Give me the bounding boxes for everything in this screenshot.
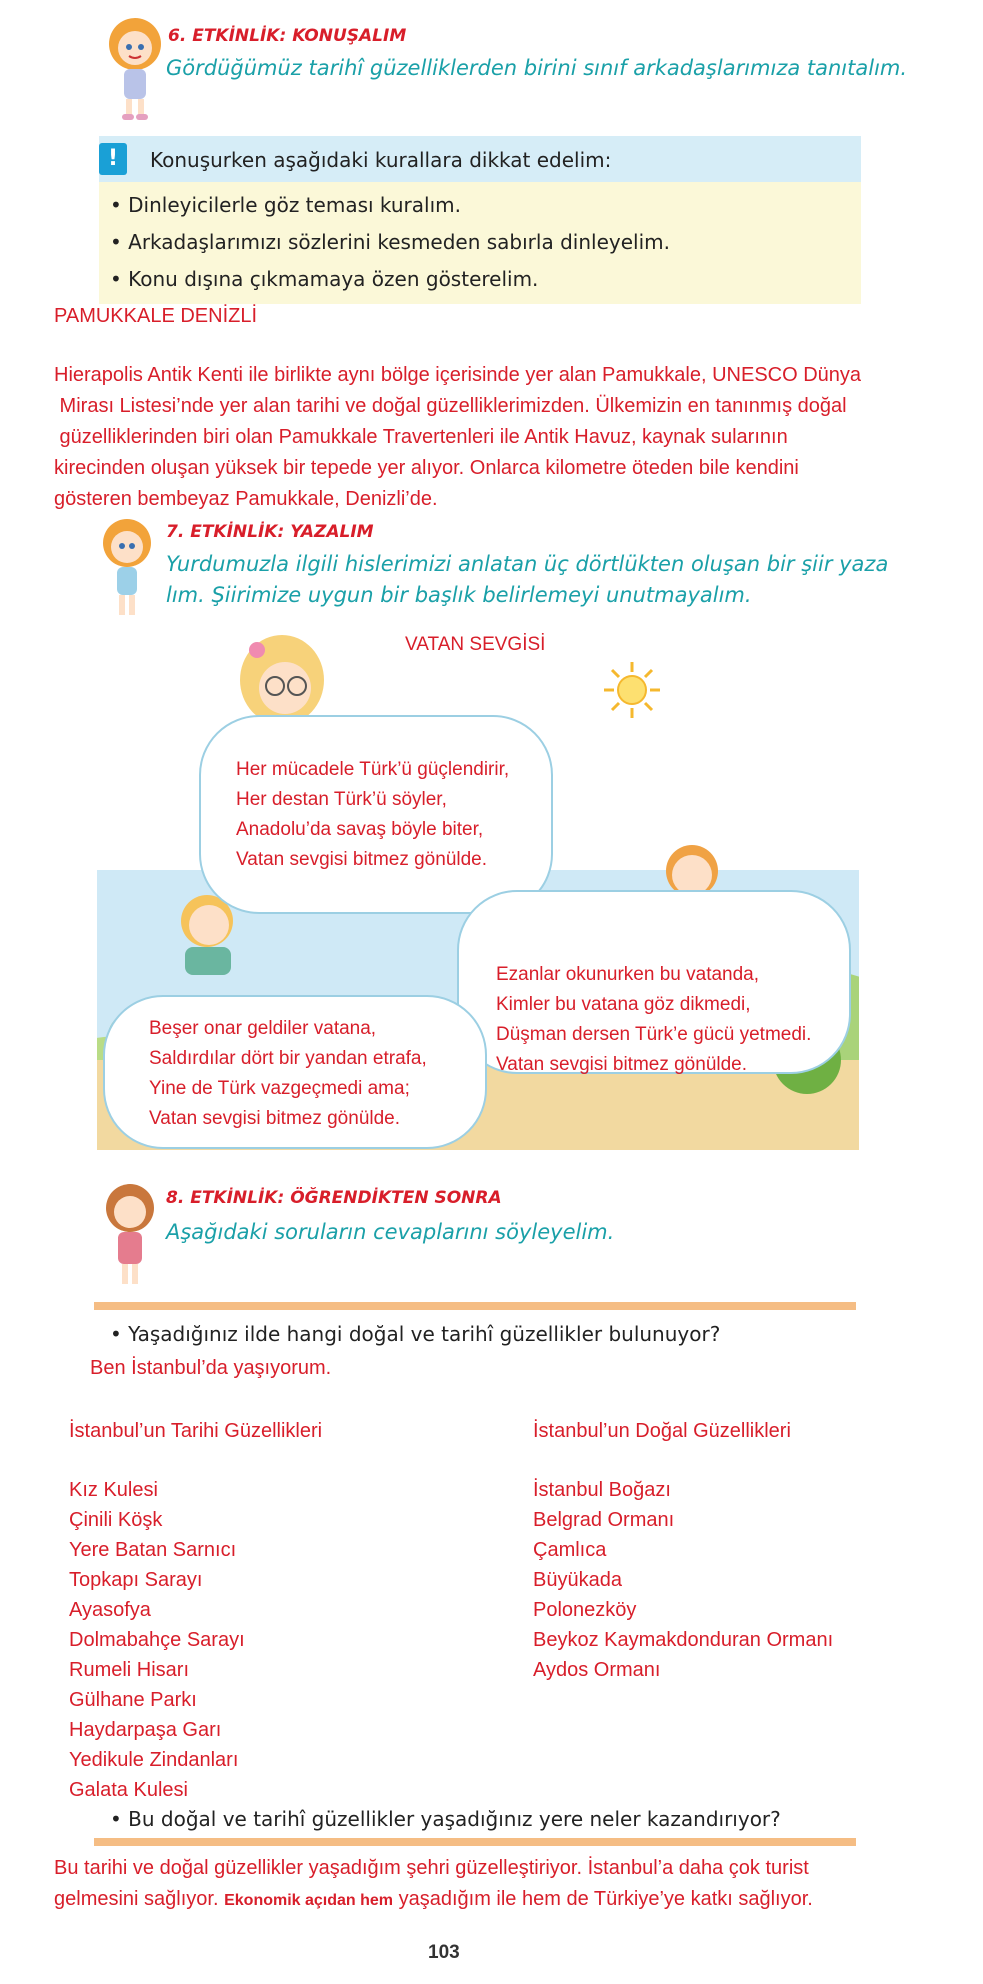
divider-bar-top (94, 1302, 856, 1310)
question-2: • Bu doğal ve tarihî güzellikler yaşadığınız yere neler kazandırıyor? (110, 1807, 781, 1831)
historic-heading: İstanbul’un Tarihi Güzellikleri (69, 1420, 323, 1442)
historic-list (69, 1475, 245, 1805)
sun-icon (602, 660, 662, 720)
list-item: Rumeli Hisarı (69, 1659, 190, 1681)
activity7-line2: lım. Şiirimize uygun bir başlık belirlemeyi unutmayalım. (166, 583, 752, 607)
rule-item: • Konu dışına çıkmamaya özen gösterelim. (110, 267, 539, 291)
list-item: Çinili Köşk (69, 1509, 163, 1531)
poem-title: VATAN SEVGİSİ (405, 634, 546, 655)
poem-line: Her mücadele Türk’ü güçlendirir, (236, 759, 510, 780)
pamukkale-paragraph (54, 360, 979, 515)
natural-list (533, 1475, 833, 1685)
list-item: Beykoz Kaymakdonduran Ormanı (533, 1629, 834, 1651)
poem-stanza-2 (149, 1014, 427, 1134)
pamukkale-line: kirecinden oluşan yüksek bir tepede yer alıyor. Onlarca kilometre öteden bile kendini (54, 457, 799, 479)
pamukkale-heading: PAMUKKALE DENİZLİ (54, 305, 258, 327)
pamukkale-line: gösteren bembeyaz Pamukkale, Denizli’de. (54, 488, 438, 510)
list-item: Polonezköy (533, 1599, 637, 1621)
poem-line: Kimler bu vatana göz dikmedi, (496, 994, 751, 1015)
list-item: Aydos Ormanı (533, 1659, 661, 1681)
list-item: Galata Kulesi (69, 1779, 188, 1801)
answer-2-part-c: yaşadığım ile hem de Türkiye’ye katkı sağlıyor. (398, 1888, 813, 1910)
activity8-subtitle: Aşağıdaki soruların cevaplarını söyleyelim. (166, 1220, 615, 1244)
page-number: 103 (428, 1942, 460, 1963)
list-item: Dolmabahçe Sarayı (69, 1629, 245, 1651)
poem-line: Anadolu’da savaş böyle biter, (236, 819, 484, 840)
activity7-line1: Yurdumuzla ilgili hislerimizi anlatan üç dörtlükten oluşan bir şiir yaza (166, 552, 889, 576)
girl-illustration-2 (95, 515, 160, 625)
girl-illustration-3 (98, 1180, 162, 1290)
question-1: • Yaşadığınız ilde hangi doğal ve tarihî güzellikler bulunuyor? (110, 1322, 721, 1346)
list-item: Yedikule Zindanları (69, 1749, 239, 1771)
list-item: Yere Batan Sarnıcı (69, 1539, 237, 1561)
list-item: Çamlıca (533, 1539, 607, 1561)
poem-stanza-3 (496, 960, 856, 1080)
pamukkale-line: Mirası Listesi’nde yer alan tarihi ve doğal güzelliklerimizden. Ülkemizin en tanınmış doğal (54, 395, 847, 417)
list-item: İstanbul Boğazı (533, 1479, 671, 1501)
poem-line: Saldırdılar dört bir yandan etrafa, (149, 1048, 427, 1069)
poem-line: Beşer onar geldiler vatana, (149, 1018, 377, 1039)
exclamation-icon: ! (99, 143, 127, 175)
answer-2-part-b: Ekonomik açıdan hem (224, 1892, 394, 1909)
answer-2-part-a: gelmesini sağlıyor. (54, 1888, 219, 1910)
poem-line: Vatan sevgisi bitmez gönülde. (496, 1054, 748, 1075)
answer-2-line-2 (54, 1884, 813, 1916)
natural-heading: İstanbul’un Doğal Güzellikleri (533, 1420, 791, 1442)
poem-line: Ezanlar okunurken bu vatanda, (496, 964, 760, 985)
activity7-title: 7. ETKİNLİK: YAZALIM (166, 522, 374, 542)
list-item: Büyükada (533, 1569, 622, 1591)
answer-1: Ben İstanbul’da yaşıyorum. (90, 1357, 332, 1379)
divider-bar-bottom (94, 1838, 856, 1846)
activity6-subtitle: Gördüğümüz tarihî güzelliklerden birini sınıf arkadaşlarımıza tanıtalım. (166, 56, 908, 80)
list-item: Haydarpaşa Garı (69, 1719, 222, 1741)
list-item: Topkapı Sarayı (69, 1569, 203, 1591)
activity8-title: 8. ETKİNLİK: ÖĞRENDİKTEN SONRA (166, 1188, 502, 1208)
rule-item: • Dinleyicilerle göz teması kuralım. (110, 193, 461, 217)
poem-line: Vatan sevgisi bitmez gönülde. (236, 849, 488, 870)
activity6-title: 6. ETKİNLİK: KONUŞALIM (168, 26, 407, 46)
rules-header: Konuşurken aşağıdaki kurallara dikkat edelim: (150, 148, 612, 172)
pamukkale-line: Hierapolis Antik Kenti ile birlikte aynı bölge içerisinde yer alan Pamukkale, UNESCO Dünya (54, 364, 862, 386)
list-item: Gülhane Parkı (69, 1689, 197, 1711)
answer-2-line-1: Bu tarihi ve doğal güzellikler yaşadığım şehri güzelleştiriyor. İstanbul’a daha çok turist (54, 1857, 809, 1879)
poem-line: Her destan Türk’ü söyler, (236, 789, 447, 810)
girl-illustration-1 (100, 14, 170, 124)
poem-stanza-1 (236, 755, 509, 875)
list-item: Ayasofya (69, 1599, 151, 1621)
list-item: Belgrad Ormanı (533, 1509, 675, 1531)
poem-line: Düşman dersen Türk’e gücü yetmedi. (496, 1024, 812, 1045)
pamukkale-line: güzelliklerinden biri olan Pamukkale Travertenleri ile Antik Havuz, kaynak sularının (54, 426, 788, 448)
rule-item: • Arkadaşlarımızı sözlerini kesmeden sabırla dinleyelim. (110, 230, 670, 254)
list-item: Kız Kulesi (69, 1479, 158, 1501)
poem-line: Yine de Türk vazgeçmedi ama; (149, 1078, 410, 1099)
poem-line: Vatan sevgisi bitmez gönülde. (149, 1108, 401, 1129)
